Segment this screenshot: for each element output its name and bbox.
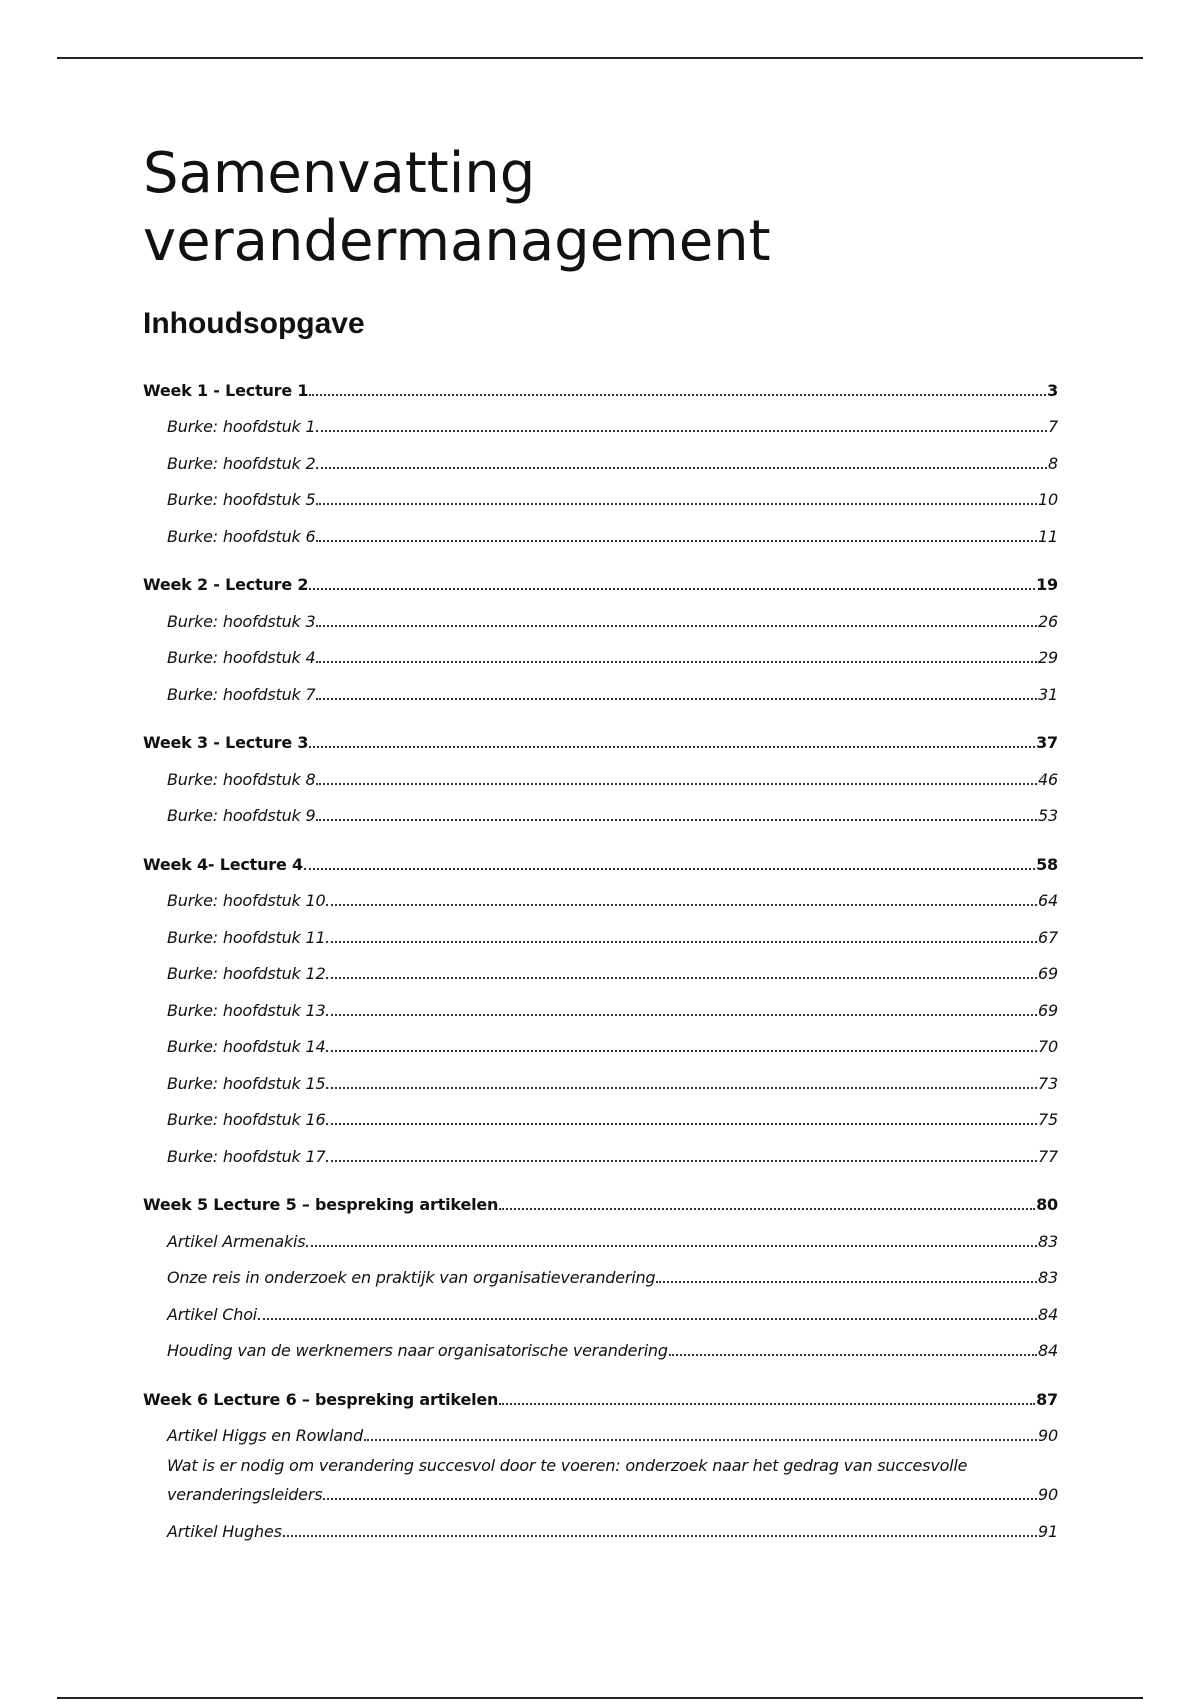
toc-entry-label: Week 2 - Lecture 2 <box>143 575 309 594</box>
toc-entry-label: Burke: hoofdstuk 8 <box>167 769 316 789</box>
toc-entry-week-1[interactable] <box>143 364 1058 401</box>
toc-entry-label: Houding van de werknemers naar organisatorische verandering <box>167 1341 668 1360</box>
toc-entry-page: 3 <box>1047 380 1058 400</box>
toc-entry-week-6[interactable] <box>143 1373 1058 1410</box>
toc-entry-burke-7[interactable] <box>143 668 1058 705</box>
toc-entry-page: 75 <box>1038 1110 1058 1129</box>
toc-entry-label: Week 6 Lecture 6 – bespreking artikelen <box>143 1389 499 1409</box>
toc-entry-page: 7 <box>1048 417 1058 436</box>
toc-entry-label: Burke: hoofdstuk 11 <box>167 927 326 947</box>
dot-leader <box>306 1245 1037 1247</box>
toc-entry-page: 83 <box>1038 1268 1058 1287</box>
dot-leader <box>316 625 1037 627</box>
dot-leader <box>326 1123 1037 1125</box>
dot-leader <box>316 698 1037 700</box>
dot-leader <box>283 1535 1037 1537</box>
dot-leader <box>326 941 1037 943</box>
toc-group-week-6 <box>143 1373 1058 1542</box>
toc-entry-week-3[interactable] <box>143 717 1058 754</box>
toc-entry-onze-reis[interactable] <box>143 1252 1058 1289</box>
header-rule <box>57 57 1143 59</box>
toc-entry-label: Week 5 Lecture 5 – bespreking artikelen <box>143 1195 499 1214</box>
toc-entry-burke-15[interactable] <box>143 1057 1058 1094</box>
toc-entry-label: Burke: hoofdstuk 5 <box>167 490 316 509</box>
dot-leader <box>316 783 1037 785</box>
toc-entry-houding-werknemers[interactable] <box>143 1325 1058 1362</box>
dot-leader <box>309 746 1035 748</box>
toc-entry-page: 67 <box>1038 927 1058 947</box>
toc-group-week-3 <box>143 717 1058 827</box>
toc-entry-label-line-1: Wat is er nodig om verandering succesvol door te voeren: onderzoek naar het gedrag van succesvolle <box>167 1456 968 1475</box>
dot-leader <box>309 588 1035 590</box>
toc-group-week-4 <box>143 838 1058 1167</box>
toc-entry-label: Artikel Higgs en Rowland <box>167 1426 363 1445</box>
toc-entry-week-5[interactable] <box>143 1179 1058 1216</box>
toc-entry-burke-12[interactable] <box>143 948 1058 985</box>
dot-leader <box>499 1208 1035 1210</box>
toc-entry-label: Burke: hoofdstuk 9 <box>167 806 316 825</box>
toc-entry-label: Week 4- Lecture 4 <box>143 854 303 874</box>
toc-entry-label-line-2: veranderingsleiders <box>167 1485 323 1504</box>
toc-entry-page: 84 <box>1038 1304 1058 1324</box>
toc-entry-page: 91 <box>1038 1521 1058 1541</box>
dot-leader <box>326 1014 1037 1016</box>
toc-entry-page: 77 <box>1038 1146 1058 1166</box>
toc-entry-burke-13[interactable] <box>143 984 1058 1021</box>
document-body <box>143 140 1058 1554</box>
dot-leader <box>316 819 1037 821</box>
toc-entry-page: 31 <box>1038 684 1058 704</box>
dot-leader <box>326 904 1037 906</box>
toc-entry-label: Week 1 - Lecture 1 <box>143 380 309 400</box>
toc-entry-label: Burke: hoofdstuk 1 <box>167 417 316 436</box>
toc-entry-label: Burke: hoofdstuk 12 <box>167 964 326 983</box>
toc-entry-page: 58 <box>1036 854 1058 874</box>
toc-entry-burke-16[interactable] <box>143 1094 1058 1131</box>
dot-leader <box>323 1498 1037 1500</box>
toc-entry-week-2[interactable] <box>143 559 1058 596</box>
toc-entry-page: 83 <box>1038 1231 1058 1251</box>
toc-entry-label: Burke: hoofdstuk 14 <box>167 1037 326 1056</box>
toc-entry-label: Artikel Choi <box>167 1304 258 1324</box>
toc-entry-page: 70 <box>1038 1037 1058 1056</box>
toc-entry-page: 69 <box>1038 964 1058 983</box>
toc-entry-burke-5[interactable] <box>143 474 1058 511</box>
toc-entry-week-4[interactable] <box>143 838 1058 875</box>
footer-rule <box>57 1697 1143 1699</box>
document-title <box>143 140 1058 276</box>
toc-entry-page: 37 <box>1036 733 1058 752</box>
toc-entry-page: 69 <box>1038 1000 1058 1020</box>
toc-entry-label: Artikel Hughes <box>167 1521 282 1541</box>
toc-entry-label: Burke: hoofdstuk 3 <box>167 611 316 631</box>
toc-entry-burke-4[interactable] <box>143 632 1058 669</box>
toc-entry-label: Burke: hoofdstuk 15 <box>167 1073 326 1093</box>
dot-leader <box>258 1318 1037 1320</box>
dot-leader <box>316 503 1037 505</box>
toc-entry-page: 29 <box>1038 648 1058 667</box>
toc-entry-label: Onze reis in onderzoek en praktijk van organisatieverandering <box>167 1268 656 1287</box>
document-title-line-1: Samenvatting <box>143 141 536 206</box>
dot-leader <box>326 1087 1037 1089</box>
toc-group-week-5 <box>143 1179 1058 1362</box>
toc-entry-burke-6[interactable] <box>143 510 1058 547</box>
toc-entry-label: Burke: hoofdstuk 16 <box>167 1110 326 1129</box>
toc-entry-artikel-armenakis[interactable] <box>143 1215 1058 1252</box>
toc-group-week-1 <box>143 364 1058 547</box>
toc-entry-label: Burke: hoofdstuk 4 <box>167 648 316 667</box>
dot-leader <box>309 394 1046 396</box>
toc-entry-page: 90 <box>1038 1485 1058 1504</box>
toc-entry-burke-2[interactable] <box>143 437 1058 474</box>
toc-group-week-2 <box>143 559 1058 705</box>
dot-leader <box>316 430 1047 432</box>
toc-entry-page: 8 <box>1048 453 1058 473</box>
toc-entry-page: 26 <box>1038 611 1058 631</box>
table-of-contents <box>143 364 1058 1542</box>
toc-entry-page: 80 <box>1036 1195 1058 1214</box>
dot-leader <box>326 977 1037 979</box>
toc-entry-artikel-hughes[interactable] <box>143 1505 1058 1542</box>
toc-entry-page: 10 <box>1038 490 1058 509</box>
dot-leader <box>669 1354 1037 1356</box>
dot-leader <box>326 1160 1037 1162</box>
toc-entry-label: Burke: hoofdstuk 10 <box>167 891 326 910</box>
toc-entry-label: Burke: hoofdstuk 13 <box>167 1000 326 1020</box>
toc-entry-burke-3[interactable] <box>143 595 1058 632</box>
toc-entry-page: 84 <box>1038 1341 1058 1360</box>
toc-entry-artikel-higgs-rowland[interactable] <box>143 1410 1058 1447</box>
dot-leader <box>656 1281 1037 1283</box>
toc-entry-burke-1[interactable] <box>143 401 1058 438</box>
toc-entry-page: 73 <box>1038 1073 1058 1093</box>
toc-entry-label: Burke: hoofdstuk 7 <box>167 684 316 704</box>
toc-entry-page: 87 <box>1036 1389 1058 1409</box>
toc-entry-label: Burke: hoofdstuk 17 <box>167 1146 326 1166</box>
toc-entry-page: 11 <box>1038 526 1058 546</box>
toc-entry-page: 90 <box>1038 1426 1058 1445</box>
toc-entry-line-2 <box>167 1479 1058 1505</box>
dot-leader <box>326 1050 1037 1052</box>
toc-entry-burke-17[interactable] <box>143 1130 1058 1167</box>
toc-entry-burke-10[interactable] <box>143 875 1058 912</box>
toc-entry-label: Week 3 - Lecture 3 <box>143 733 309 752</box>
toc-entry-burke-11[interactable] <box>143 911 1058 948</box>
dot-leader <box>316 661 1037 663</box>
toc-entry-page: 19 <box>1036 575 1058 594</box>
dot-leader <box>316 540 1037 542</box>
toc-entry-label: Artikel Armenakis <box>167 1231 306 1251</box>
dot-leader <box>316 467 1047 469</box>
toc-entry-label: Burke: hoofdstuk 2 <box>167 453 316 473</box>
toc-entry-artikel-choi[interactable] <box>143 1288 1058 1325</box>
toc-entry-page: 53 <box>1038 806 1058 825</box>
toc-entry-burke-14[interactable] <box>143 1021 1058 1058</box>
toc-entry-page: 64 <box>1038 891 1058 910</box>
document-title-line-2: verandermanagement <box>143 209 771 274</box>
dot-leader <box>364 1439 1037 1441</box>
dot-leader <box>499 1403 1035 1405</box>
toc-entry-burke-9[interactable] <box>143 790 1058 827</box>
toc-entry-page: 46 <box>1038 769 1058 789</box>
toc-entry-wat-is-er-nodig[interactable] <box>143 1452 1058 1505</box>
dot-leader <box>304 868 1035 870</box>
toc-heading: Inhoudsopgave <box>143 307 365 340</box>
toc-entry-label: Burke: hoofdstuk 6 <box>167 526 316 546</box>
toc-entry-burke-8[interactable] <box>143 753 1058 790</box>
